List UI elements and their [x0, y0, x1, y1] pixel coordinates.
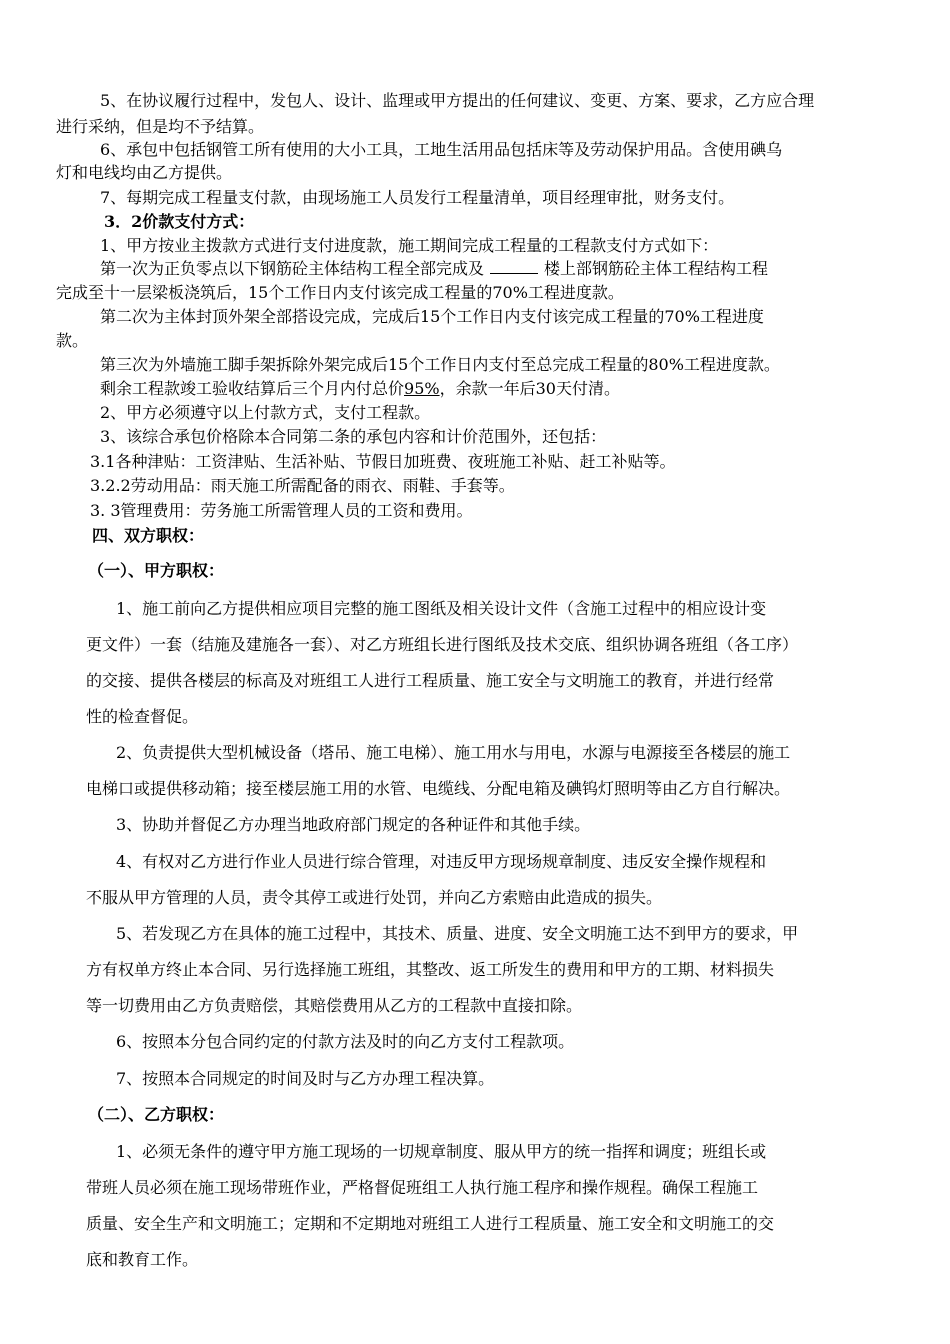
- paragraph-line: 3、协助并督促乙方办理当地政府部门规定的各种证件和其他手续。: [116, 815, 591, 834]
- paragraph-line: 1、甲方按业主拨款方式进行支付进度款，施工期间完成工程量的工程款支付方式如下：: [100, 236, 719, 255]
- paragraph-line: 1、必须无条件的遵守甲方施工现场的一切规章制度、服从甲方的统一指挥和调度；班组长或: [116, 1142, 767, 1161]
- line-text: ，余款一年后30天付清。: [439, 379, 620, 398]
- list-item: 3.1各种津贴：工资津贴、生活补贴、节假日加班费、夜班施工补贴、赶工补贴等。: [90, 452, 676, 471]
- paragraph-line: 性的检查督促。: [86, 707, 199, 726]
- paragraph-line: 1、施工前向乙方提供相应项目完整的施工图纸及相关设计文件（含施工过程中的相应设计变: [116, 599, 767, 618]
- paragraph-line: 款。: [56, 331, 89, 350]
- paragraph-line: 6、按照本分包合同约定的付款方法及时的向乙方支付工程款项。: [116, 1032, 575, 1051]
- paragraph-line: 质量、安全生产和文明施工；定期和不定期地对班组工人进行工程质量、施工安全和文明施工的交: [86, 1214, 775, 1233]
- paragraph-line: 不服从甲方管理的人员，责令其停工或进行处罚，并向乙方索赔由此造成的损失。: [86, 888, 663, 907]
- paragraph-line: 灯和电线均由乙方提供。: [56, 163, 233, 182]
- paragraph-line: 第二次为主体封顶外架全部搭设完成，完成后15个工作日内支付该完成工程量的70%工程进度: [100, 307, 764, 326]
- paragraph-line: 带班人员必须在施工现场带班作业，严格督促班组工人执行施工程序和操作规程。确保工程施工: [86, 1178, 759, 1197]
- subsection-heading: （二）、乙方职权：: [88, 1105, 225, 1124]
- paragraph-line: 5、在协议履行过程中，发包人、设计、监理或甲方提出的任何建议、变更、方案、要求，乙方应合理: [100, 91, 815, 110]
- paragraph-line: 底和教育工作。: [86, 1250, 199, 1269]
- line-text: 剩余工程款竣工验收结算后三个月内付总价: [100, 379, 405, 398]
- paragraph-line: 等一切费用由乙方负责赔偿，其赔偿费用从乙方的工程款中直接扣除。: [86, 996, 583, 1015]
- line-text: 第一次为正负零点以下钢筋砼主体结构工程全部完成及: [100, 259, 485, 278]
- paragraph-line: 进行采纳，但是均不予结算。: [56, 117, 265, 136]
- paragraph-line: 方有权单方终止本合同、另行选择施工班组，其整改、返工所发生的费用和甲方的工期、材料损失: [86, 960, 775, 979]
- paragraph-line: 电梯口或提供移动箱；接至楼层施工用的水管、电缆线、分配电箱及碘钨灯照明等由乙方自行解决。: [86, 779, 791, 798]
- paragraph-line: [100, 378, 920, 400]
- list-item: 3. 3管理费用：劳务施工所需管理人员的工资和费用。: [90, 501, 473, 520]
- paragraph-line: 7、每期完成工程量支付款，由现场施工人员发行工程量清单，项目经理审批，财务支付。: [100, 188, 735, 207]
- section-heading: 3．2价款支付方式：: [104, 212, 255, 231]
- line-text: 楼上部钢筋砼主体工程结构工程: [544, 259, 769, 278]
- section-heading: 四、双方职权：: [92, 526, 205, 545]
- list-item: 3.2.2劳动用品：雨天施工所需配备的雨衣、雨鞋、手套等。: [90, 476, 515, 495]
- fill-in-blank: [490, 259, 538, 274]
- paragraph-line: 更文件）一套（结施及建施各一套）、对乙方班组长进行图纸及技术交底、组织协调各班组（各工序）: [86, 635, 799, 654]
- paragraph-line: 2、负责提供大型机械设备（塔吊、施工电梯）、施工用水与用电，水源与电源接至各楼层的施工: [116, 743, 791, 762]
- paragraph-line: 完成至十一层梁板浇筑后，15个工作日内支付该完成工程量的70%工程进度款。: [56, 283, 624, 302]
- paragraph-line: 的交接、提供各楼层的标高及对班组工人进行工程质量、施工安全与文明施工的教育，并进行经常: [86, 671, 775, 690]
- paragraph-line: 7、按照本合同规定的时间及时与乙方办理工程决算。: [116, 1069, 495, 1088]
- paragraph-line: 2、甲方必须遵守以上付款方式，支付工程款。: [100, 403, 431, 422]
- paragraph-line: [100, 258, 920, 280]
- paragraph-line: 6、承包中包括钢管工所有使用的大小工具，工地生活用品包括床等及劳动保护用品。含使用碘乌: [100, 140, 783, 159]
- subsection-heading: （一）、甲方职权：: [88, 561, 225, 580]
- paragraph-line: 第三次为外墙施工脚手架拆除外架完成后15个工作日内支付至总完成工程量的80%工程进度款。: [100, 355, 780, 374]
- paragraph-line: 5、若发现乙方在具体的施工过程中，其技术、质量、进度、安全文明施工达不到甲方的要求，甲: [116, 924, 799, 943]
- paragraph-line: 3、该综合承包价格除本合同第二条的承包内容和计价范围外，还包括：: [100, 427, 607, 446]
- underlined-percentage: 95%: [404, 379, 440, 398]
- paragraph-line: 4、有权对乙方进行作业人员进行综合管理，对违反甲方现场规章制度、违反安全操作规程和: [116, 852, 767, 871]
